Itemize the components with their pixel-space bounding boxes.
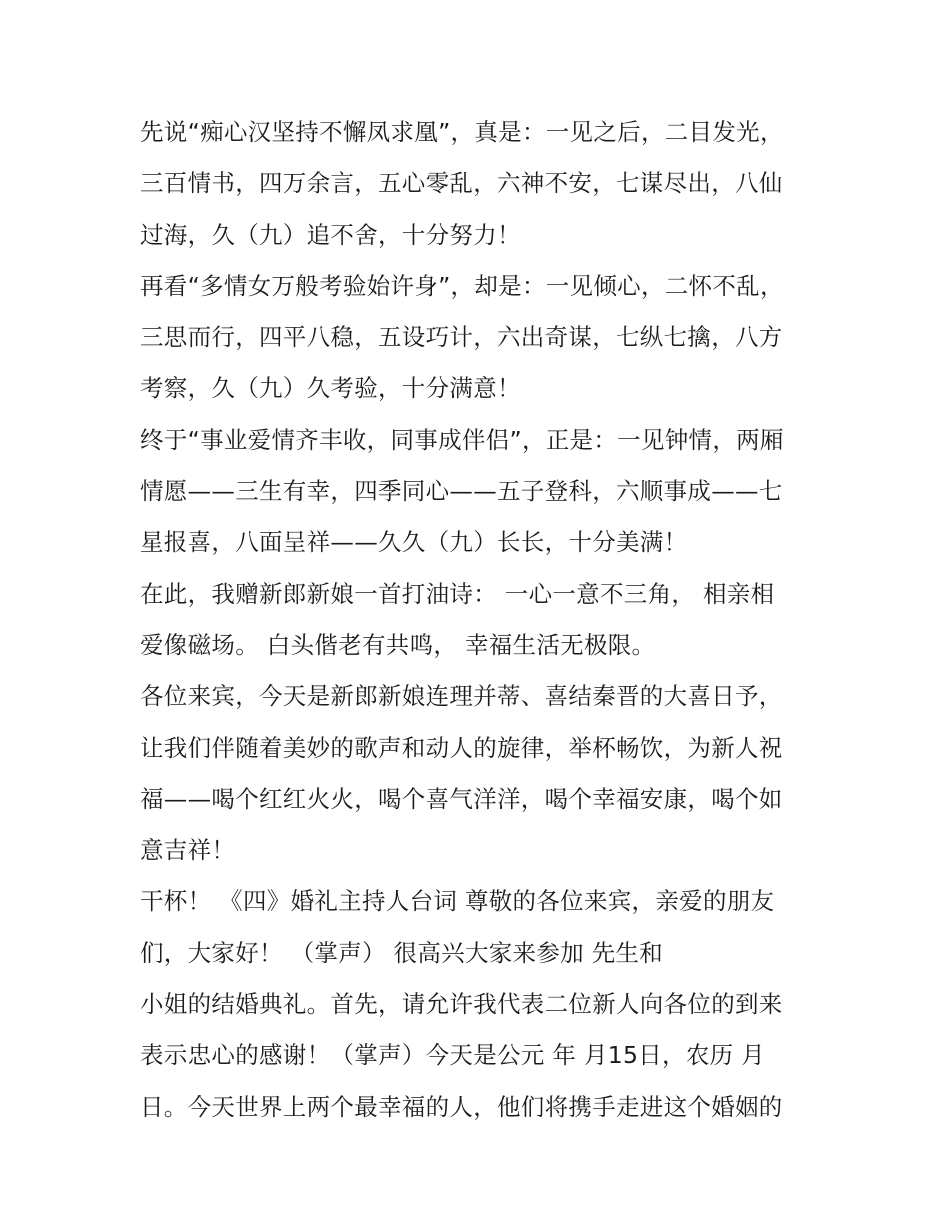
text-line: 意吉祥！ — [140, 836, 236, 865]
text-line: 表示忠心的感谢！（掌声）今天是公元 年 月15日，农历 月 — [140, 1041, 766, 1070]
text-line: 日。今天世界上两个最幸福的人，他们将携手走进这个婚姻的 — [140, 1092, 783, 1121]
text-line: 三思而行，四平八稳，五设巧计，六出奇谋，七纵七擒，八方 — [140, 323, 783, 352]
text-line: 三百情书，四万余言，五心零乱，六神不安，七谋尽出，八仙 — [140, 169, 783, 198]
text-line: 爱像磁场。 白头偕老有共鸣， 幸福生活无极限。 — [140, 630, 656, 659]
text-line: 在此，我赠新郎新娘一首打油诗： 一心一意不三角， 相亲相 — [140, 579, 775, 608]
text-line: 星报喜，八面呈祥——久久（九）长长，十分美满！ — [140, 528, 688, 557]
text-line: 情愿——三生有幸，四季同心——五子登科，六顺事成——七 — [140, 477, 783, 506]
text-line: 们，大家好！ （掌声） 很高兴大家来参加 先生和 — [140, 938, 664, 967]
text-line: 终于“事业爱情齐丰收，同事成伴侣”，正是：一见钟情，两厢 — [140, 425, 784, 454]
text-line: 过海，久（九）追不舍，十分努力！ — [140, 220, 521, 249]
text-line: 让我们伴随着美妙的歌声和动人的旋律，举杯畅饮，为新人祝 — [140, 733, 783, 762]
text-line: 先说“痴心汉坚持不懈凤求凰”，真是：一见之后，二目发光， — [140, 118, 784, 146]
text-line: 小姐的结婚典礼。首先，请允许我代表二位新人向各位的到来 — [140, 990, 783, 1019]
document-body — [140, 107, 820, 1133]
text-line: 干杯！ 《四》婚礼主持人台词 尊敬的各位来宾，亲爱的朋友 — [140, 887, 775, 916]
text-line: 再看“多情女万般考验始许身”，却是：一见倾心，二怀不乱， — [140, 271, 784, 300]
text-line: 福——喝个红红火火，喝个喜气洋洋，喝个幸福安康，喝个如 — [140, 784, 783, 813]
text-line: 考察，久（九）久考验，十分满意！ — [140, 374, 521, 403]
text-line: 各位来宾，今天是新郎新娘连理并蒂、喜结秦晋的大喜日予， — [140, 682, 783, 711]
